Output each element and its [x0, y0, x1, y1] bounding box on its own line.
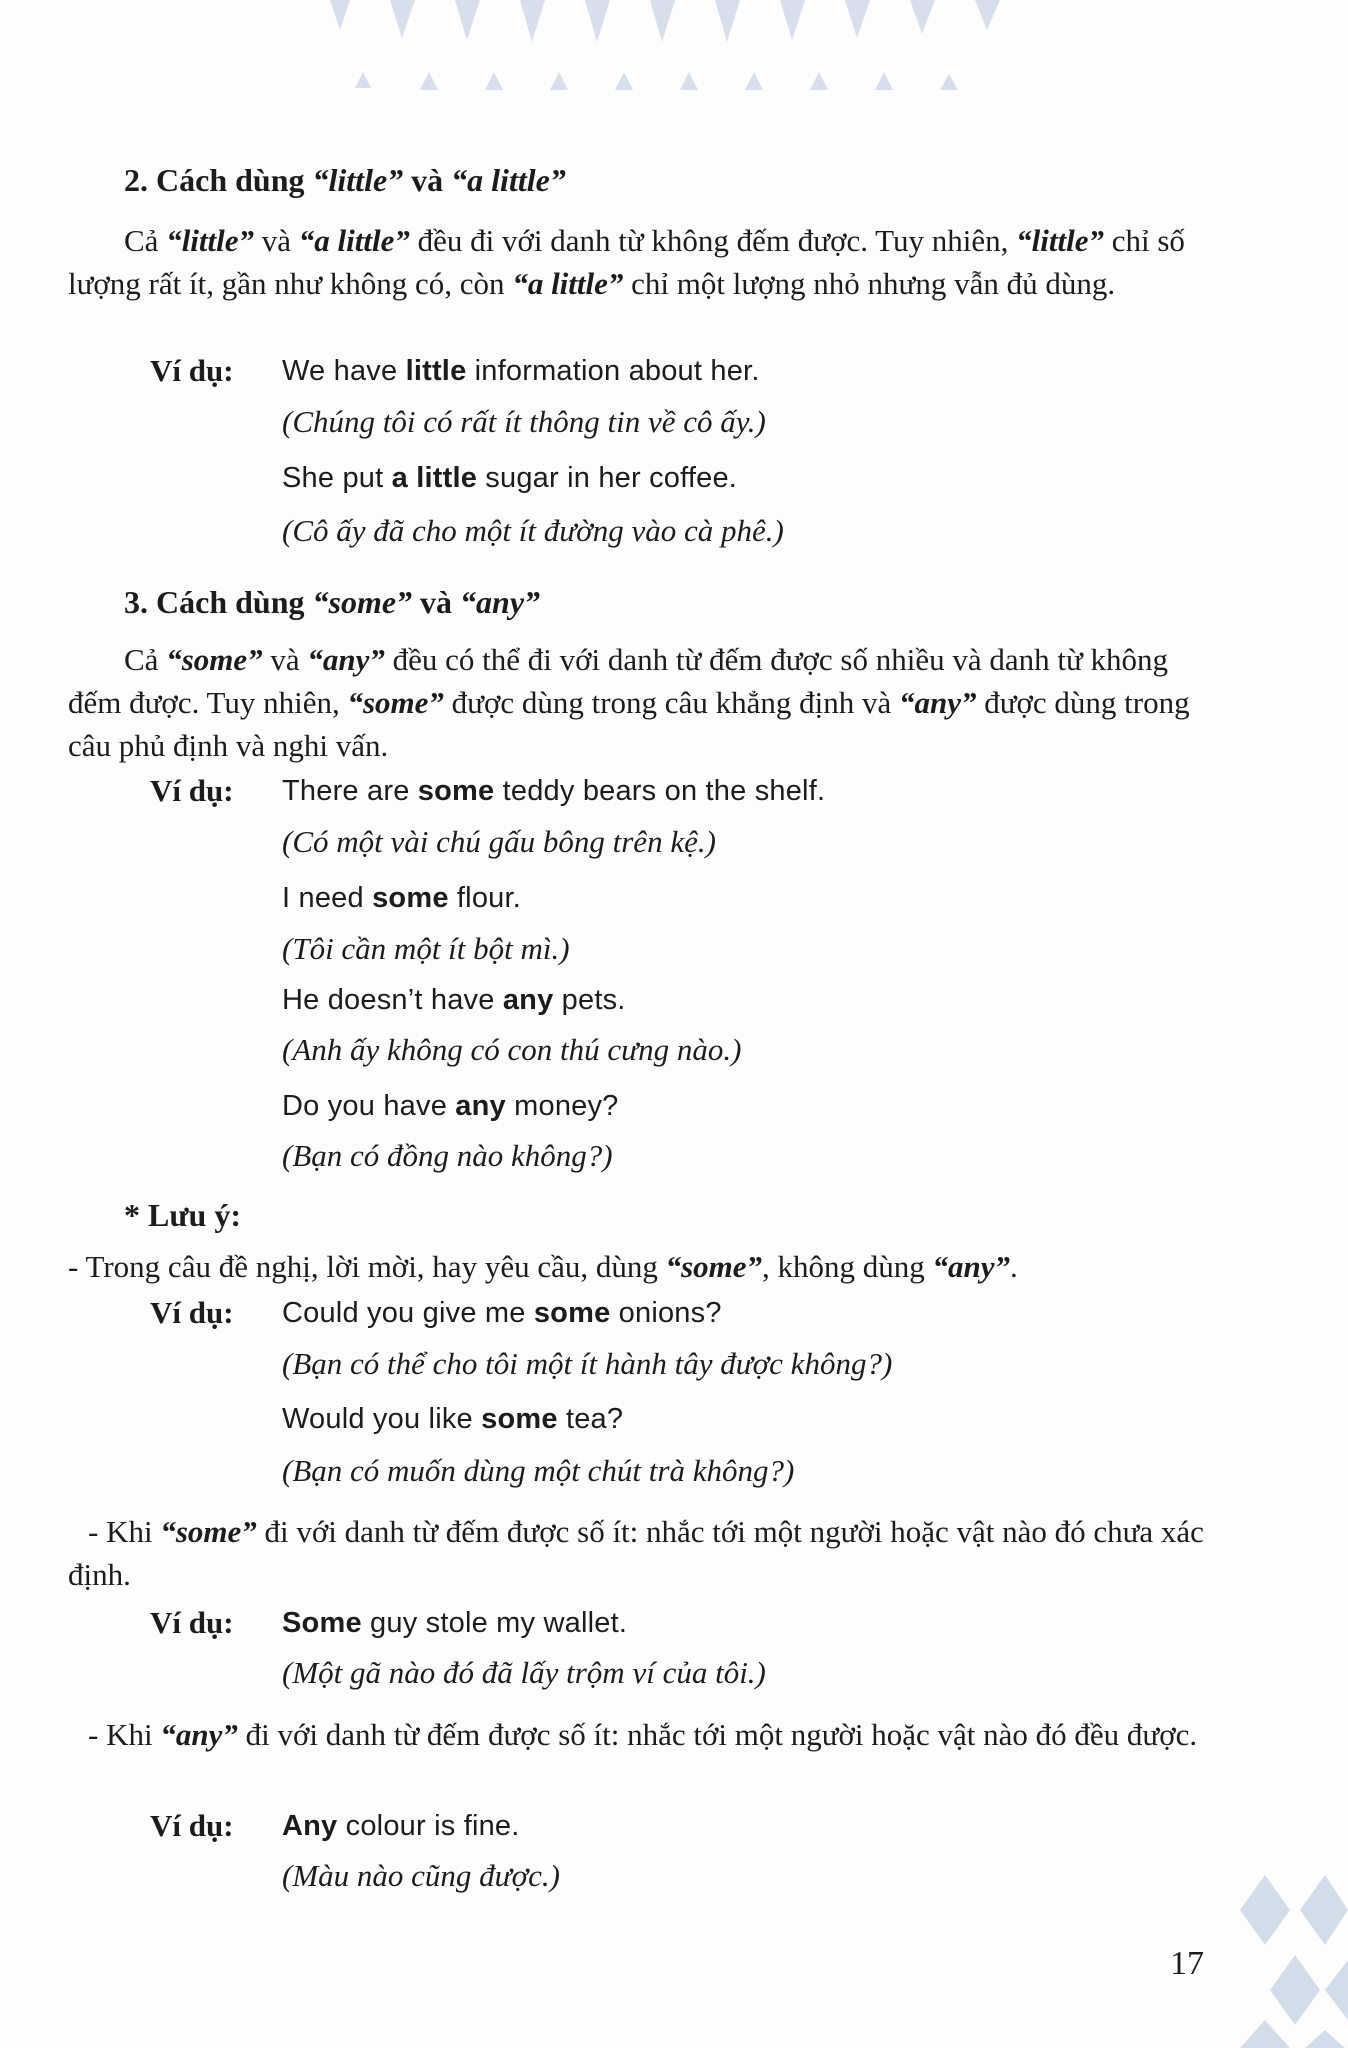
- section-number: 3.: [124, 584, 148, 620]
- heading-term: “little”: [312, 162, 404, 198]
- note-rule-2: - Khi “some” đi với danh từ đếm được số ít: nhắc tới một người hoặc vật nào đó chưa xác định.: [68, 1514, 1204, 1592]
- note-rule-1: - Trong câu đề nghị, lời mời, hay yêu cầu, dùng “some”, không dùng “any”.: [68, 1249, 1018, 1284]
- section-2-paragraph: [68, 219, 1213, 305]
- section-number: 2.: [124, 162, 148, 198]
- example-translation: (Bạn có thể cho tôi một ít hành tây được không?): [282, 1346, 893, 1381]
- text: đều có thể đi với danh từ đếm được số nhiều và danh từ không đếm được. Tuy nhiên,: [68, 642, 1169, 720]
- term: “a little”: [298, 223, 410, 258]
- example-translation: (Bạn có đồng nào không?): [282, 1138, 613, 1173]
- example-label: Ví dụ:: [150, 1295, 234, 1330]
- term: “little”: [166, 223, 255, 258]
- text: được dùng trong câu phủ định và nghi vấn.: [68, 685, 1190, 763]
- corner-diamond-decoration: [1220, 1870, 1348, 2048]
- example-sentence: We have little information about her.: [282, 355, 760, 387]
- example-translation: (Một gã nào đó đã lấy trộm ví của tôi.): [282, 1655, 766, 1690]
- example-sentence: Do you have any money?: [282, 1090, 619, 1122]
- section-2-heading: [124, 162, 566, 199]
- text: chỉ số lượng rất ít, gần như không có, còn: [68, 223, 1185, 301]
- example-sentence: There are some teddy bears on the shelf.: [282, 775, 826, 807]
- term: “some”: [347, 685, 444, 720]
- term: “any”: [898, 685, 977, 720]
- note-title: * Lưu ý:: [124, 1197, 241, 1233]
- example-label: Ví dụ:: [150, 1808, 234, 1843]
- page-number: 17: [1170, 1945, 1204, 1982]
- example-translation: (Anh ấy không có con thú cưng nào.): [282, 1032, 742, 1067]
- term: “some”: [166, 642, 263, 677]
- example-sentence: Some guy stole my wallet.: [282, 1607, 628, 1639]
- section-3-heading: [124, 584, 540, 621]
- heading-term: “any”: [460, 584, 541, 620]
- example-translation: (Màu nào cũng được.): [282, 1858, 560, 1893]
- example-sentence: I need some flour.: [282, 882, 521, 914]
- heading-joiner: và: [420, 584, 453, 620]
- text: được dùng trong câu khẳng định và: [443, 685, 899, 720]
- text: và: [254, 223, 299, 258]
- example-translation: (Cô ấy đã cho một ít đường vào cà phê.): [282, 513, 784, 548]
- heading-term: “a little”: [451, 162, 566, 198]
- heading-joiner: và: [411, 162, 444, 198]
- example-label: Ví dụ:: [150, 353, 234, 388]
- text: chỉ một lượng nhỏ nhưng vẫn đủ dùng.: [623, 266, 1116, 301]
- note-rule-3: - Khi “any” đi với danh từ đếm được số ít: nhắc tới một người hoặc vật nào đó đều được.: [88, 1717, 1198, 1752]
- term: “little”: [1016, 223, 1104, 258]
- example-label: Ví dụ:: [150, 1605, 234, 1640]
- top-diamond-decoration: [300, 0, 1080, 110]
- text: và: [262, 642, 308, 677]
- text: Cả: [124, 642, 167, 677]
- heading-prefix: Cách dùng: [156, 584, 305, 620]
- example-translation: (Tôi cần một ít bột mì.): [282, 931, 570, 966]
- example-sentence: She put a little sugar in her coffee.: [282, 462, 738, 494]
- term: “a little”: [512, 266, 624, 301]
- example-sentence: Could you give me some onions?: [282, 1297, 722, 1329]
- example-sentence: Would you like some tea?: [282, 1403, 624, 1435]
- heading-term: “some”: [312, 584, 413, 620]
- section-3-paragraph: [68, 638, 1213, 767]
- example-label: Ví dụ:: [150, 773, 234, 808]
- example-sentence: Any colour is fine.: [282, 1810, 520, 1842]
- text: Cả: [124, 223, 167, 258]
- example-translation: (Bạn có muốn dùng một chút trà không?): [282, 1453, 795, 1488]
- heading-prefix: Cách dùng: [156, 162, 305, 198]
- example-translation: (Chúng tôi có rất ít thông tin về cô ấy.): [282, 404, 766, 439]
- term: “any”: [307, 642, 385, 677]
- example-sentence: He doesn’t have any pets.: [282, 984, 626, 1016]
- text: đều đi với danh từ không đếm được. Tuy nhiên,: [409, 223, 1017, 258]
- example-translation: (Có một vài chú gấu bông trên kệ.): [282, 824, 716, 859]
